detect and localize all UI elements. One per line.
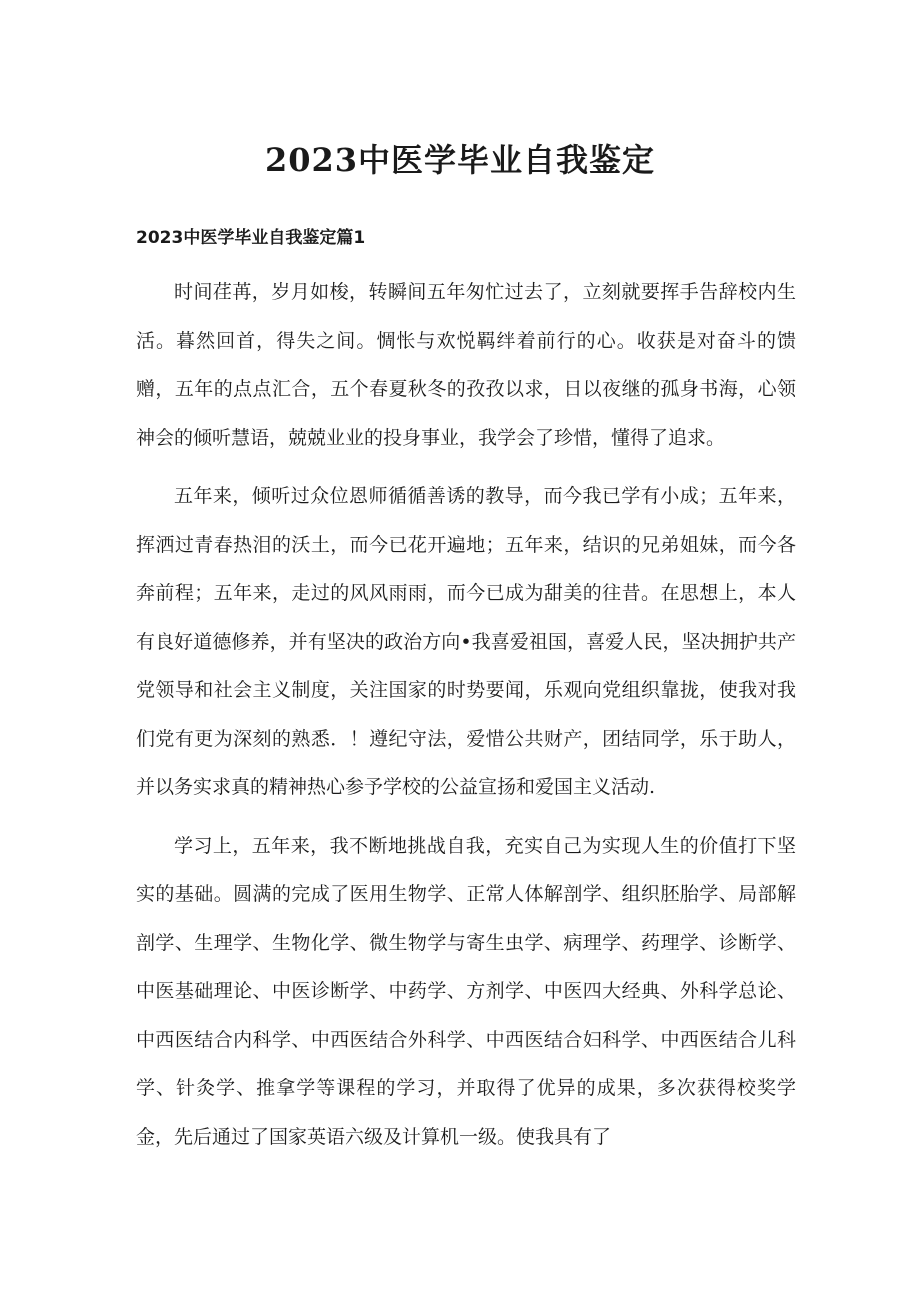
paragraph-3: 学习上，五年来，我不断地挑战自我，充实自己为实现人生的价值打下坚实的基础。圆满的完成了医用生物学、正常人体解剖学、组织胚胎学、局部解剖学、生理学、生物化学、微生物学与寄生虫学、病理学、药理学、诊断学、中医基础理论、中医诊断学、中药学、方剂学、中医四大经典、外科学总论、中西医结合内科学、中西医结合外科学、中西医结合妇科学、中西医结合儿科学、针灸学、推拿学等课程的学习，并取得了优异的成果，多次获得校奖学金，先后通过了国家英语六级及计算机一级。使我具有了 xyxy=(136,834,796,1148)
section-heading: 2023中医学毕业自我鉴定篇1 xyxy=(136,228,366,248)
paragraph-1: 时间荏苒，岁月如梭，转瞬间五年匆忙过去了，立刻就要挥手告辞校内生活。暮然回首，得失之间。惆怅与欢悦羁绊着前行的心。收获是对奋斗的馈赠，五年的点点汇合，五个春夏秋冬的孜孜以求，日以夜继的孤身书海，心领神会的倾听慧语，兢兢业业的投身事业，我学会了珍惜，懂得了追求。 xyxy=(136,281,796,449)
document-title: 2023中医学毕业自我鉴定 xyxy=(264,141,656,179)
document-body xyxy=(136,268,796,1171)
paragraph-2: 五年来，倾听过众位恩师循循善诱的教导，而今我已学有小成；五年来，挥洒过青春热泪的沃土，而今已花开遍地；五年来，结识的兄弟姐妹，而今各奔前程；五年来，走过的风风雨雨，而今已成为甜美的往昔。在思想上，本人有良好道德修养，并有坚决的政治方向•我喜爱祖国，喜爱人民，坚决拥护共产党领导和社会主义制度，关注国家的时势要闻，乐观向党组织靠拢，使我对我们党有更为深刻的熟悉．！遵纪守法，爱惜公共财产，团结同学，乐于助人，并以务实求真的精神热心参予学校的公益宣扬和爱国主义活动. xyxy=(136,485,796,798)
